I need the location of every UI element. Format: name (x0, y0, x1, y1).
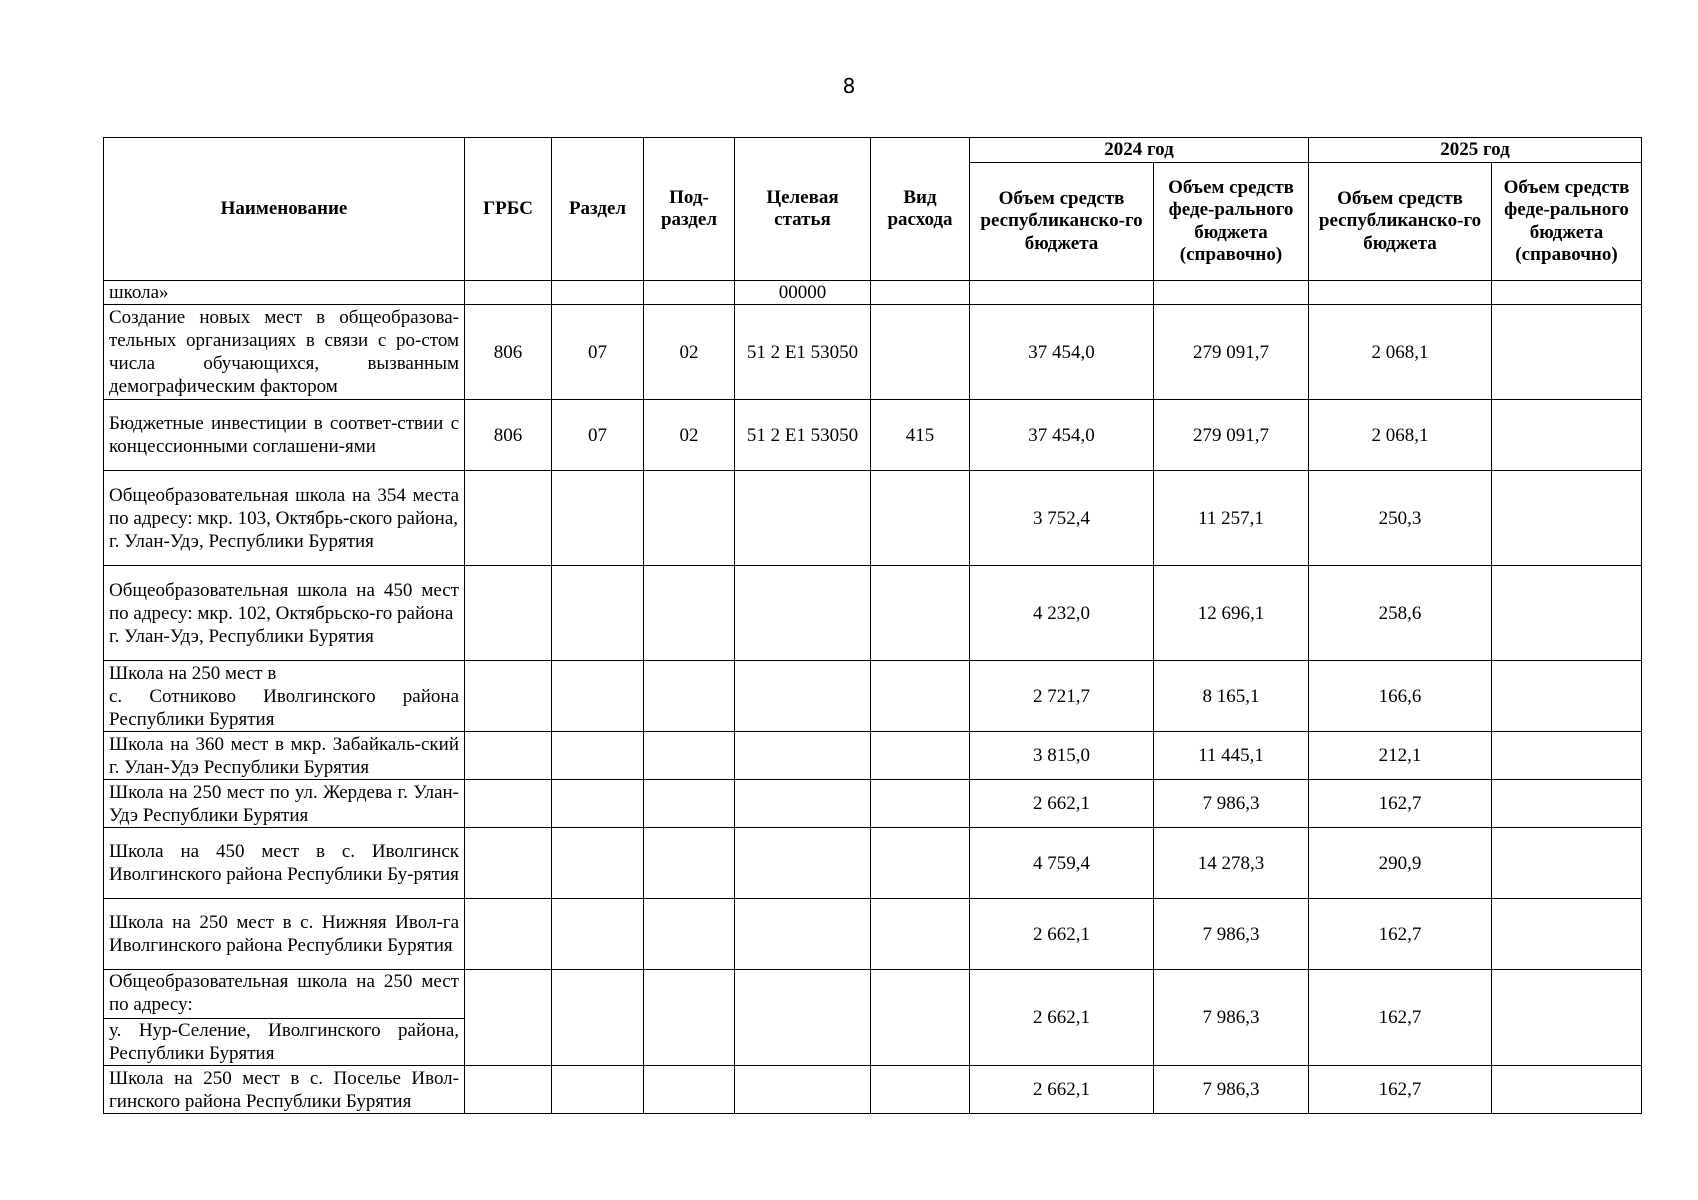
cell-section (552, 970, 644, 1066)
table-row (104, 828, 1642, 899)
cell-expense-type: 415 (871, 400, 970, 471)
row-name-text: Школа на 250 мест в с. Нижняя Ивол-га Иволгинского района Республики Бурятия (109, 912, 459, 956)
cell-republic-2024: 4 759,4 (970, 828, 1154, 899)
cell-expense-type (871, 566, 970, 661)
cell-section (552, 661, 644, 732)
row-name-text: Школа на 250 мест в (109, 662, 277, 684)
cell-subsection (644, 828, 735, 899)
table-row (104, 281, 1642, 305)
cell-federal-2025 (1492, 1066, 1642, 1114)
cell-federal-2024: 11 445,1 (1154, 732, 1309, 780)
cell-name (104, 899, 465, 970)
cell-grbs (465, 780, 552, 828)
cell-expense-type (871, 828, 970, 899)
table-body (104, 281, 1642, 1114)
cell-republic-2024: 3 815,0 (970, 732, 1154, 780)
table-row (104, 661, 1642, 732)
cell-expense-type (871, 305, 970, 400)
cell-subsection: 02 (644, 400, 735, 471)
cell-federal-2024: 12 696,1 (1154, 566, 1309, 661)
cell-republic-2024 (970, 281, 1154, 305)
cell-expense-type (871, 281, 970, 305)
cell-section (552, 1066, 644, 1114)
cell-grbs (465, 1066, 552, 1114)
cell-grbs (465, 970, 552, 1066)
cell-section (552, 732, 644, 780)
cell-federal-2024: 7 986,3 (1154, 899, 1309, 970)
cell-expense-type (871, 471, 970, 566)
cell-federal-2025 (1492, 732, 1642, 780)
cell-grbs (465, 661, 552, 732)
cell-section (552, 828, 644, 899)
cell-section (552, 780, 644, 828)
cell-federal-2024: 14 278,3 (1154, 828, 1309, 899)
table-row (104, 305, 1642, 400)
cell-name (104, 661, 465, 732)
row-name-text: Школа на 450 мест в с. Иволгинск Иволгинского района Республики Бу-рятия (109, 841, 459, 885)
cell-republic-2025: 166,6 (1309, 661, 1492, 732)
row-name-address: г. Улан-Удэ, Республики Бурятия (109, 530, 374, 552)
cell-name (104, 1066, 465, 1114)
cell-target-article: 51 2 E1 53050 (735, 400, 871, 471)
cell-section: 07 (552, 400, 644, 471)
header-federal-budget-2024: Объем средств феде-рального бюджета (справочно) (1154, 163, 1309, 281)
cell-target-article (735, 828, 871, 899)
cell-target-article: 51 2 E1 53050 (735, 305, 871, 400)
cell-federal-2025 (1492, 305, 1642, 400)
cell-republic-2025: 162,7 (1309, 970, 1492, 1066)
cell-federal-2025 (1492, 566, 1642, 661)
cell-expense-type (871, 1066, 970, 1114)
cell-republic-2025 (1309, 281, 1492, 305)
cell-grbs (465, 566, 552, 661)
row-name-text: Создание новых мест в общеобразова-тельных организациях в связи с ро-стом числа обучающихся, вызванным демографическим фактором (109, 307, 459, 397)
cell-name (104, 970, 465, 1066)
cell-subsection (644, 566, 735, 661)
cell-republic-2025: 162,7 (1309, 1066, 1492, 1114)
cell-subsection (644, 732, 735, 780)
cell-republic-2025: 162,7 (1309, 780, 1492, 828)
cell-name (104, 400, 465, 471)
header-grbs: ГРБС (465, 138, 552, 281)
table-row (104, 780, 1642, 828)
row-name-text: Школа на 360 мест в мкр. Забайкаль-ский г. Улан-Удэ Республики Бурятия (109, 733, 459, 778)
cell-subsection (644, 661, 735, 732)
cell-expense-type (871, 661, 970, 732)
table-row (104, 732, 1642, 780)
cell-expense-type (871, 780, 970, 828)
cell-subsection (644, 970, 735, 1066)
cell-name (104, 471, 465, 566)
cell-target-article (735, 566, 871, 661)
header-federal-budget-2025: Объем средств феде-рального бюджета (справочно) (1492, 163, 1642, 281)
cell-section (552, 471, 644, 566)
cell-republic-2025: 2 068,1 (1309, 400, 1492, 471)
cell-republic-2024: 2 662,1 (970, 970, 1154, 1066)
cell-federal-2024: 8 165,1 (1154, 661, 1309, 732)
cell-name (104, 305, 465, 400)
cell-target-article (735, 471, 871, 566)
cell-expense-type (871, 899, 970, 970)
cell-federal-2025 (1492, 780, 1642, 828)
cell-republic-2025: 162,7 (1309, 899, 1492, 970)
cell-republic-2025: 250,3 (1309, 471, 1492, 566)
cell-section (552, 566, 644, 661)
table-row (104, 899, 1642, 970)
row-name-text: Школа на 250 мест по ул. Жердева г. Улан-Удэ Республики Бурятия (109, 781, 459, 826)
cell-federal-2025 (1492, 970, 1642, 1066)
page-number: 8 (842, 74, 856, 98)
row-name-text: Бюджетные инвестиции в соответ-ствии с концессионными соглашени-ями (109, 413, 459, 457)
table-row (104, 471, 1642, 566)
cell-expense-type (871, 970, 970, 1066)
budget-table (103, 137, 1642, 1114)
cell-target-article (735, 1066, 871, 1114)
cell-republic-2024: 2 721,7 (970, 661, 1154, 732)
cell-republic-2024: 37 454,0 (970, 400, 1154, 471)
cell-republic-2025: 258,6 (1309, 566, 1492, 661)
cell-grbs: 806 (465, 305, 552, 400)
cell-name (104, 566, 465, 661)
row-name-address: у. Нур-Селение, Иволгинского района, Республики Бурятия (104, 1018, 465, 1065)
cell-federal-2024: 279 091,7 (1154, 305, 1309, 400)
cell-target-article (735, 732, 871, 780)
header-section: Раздел (552, 138, 644, 281)
cell-grbs (465, 281, 552, 305)
cell-federal-2024: 7 986,3 (1154, 1066, 1309, 1114)
cell-federal-2025 (1492, 828, 1642, 899)
cell-name (104, 281, 465, 305)
row-name-text: Общеобразовательная школа на 250 мест по адресу: (109, 971, 459, 1015)
cell-federal-2025 (1492, 471, 1642, 566)
cell-republic-2024: 37 454,0 (970, 305, 1154, 400)
header-subsection: Под-раздел (644, 138, 735, 281)
row-name-address: с. Сотниково Иволгинского района Республики Бурятия (109, 685, 459, 730)
cell-target-article: 00000 (735, 281, 871, 305)
cell-subsection (644, 1066, 735, 1114)
row-name-text: Общеобразовательная школа на 354 места по адресу: мкр. 103, Октябрь-ского района, (109, 484, 459, 529)
table-row (104, 400, 1642, 471)
cell-section (552, 281, 644, 305)
cell-republic-2024: 2 662,1 (970, 1066, 1154, 1114)
cell-federal-2025 (1492, 661, 1642, 732)
cell-federal-2024 (1154, 281, 1309, 305)
cell-republic-2025: 212,1 (1309, 732, 1492, 780)
row-name-text: Школа на 250 мест в с. Поселье Ивол-гинского района Республики Бурятия (109, 1067, 459, 1112)
row-name-text: Общеобразовательная школа на 450 мест по адресу: мкр. 102, Октябрьско-го района (109, 579, 459, 624)
table-header (104, 138, 1642, 281)
table-row (104, 566, 1642, 661)
cell-federal-2024: 279 091,7 (1154, 400, 1309, 471)
cell-republic-2024: 3 752,4 (970, 471, 1154, 566)
row-name-text: школа» (109, 282, 169, 303)
cell-federal-2025 (1492, 899, 1642, 970)
header-year-2024: 2024 год (970, 138, 1309, 163)
cell-republic-2024: 2 662,1 (970, 899, 1154, 970)
header-republic-budget-2024: Объем средств республиканско-го бюджета (970, 163, 1154, 281)
cell-expense-type (871, 732, 970, 780)
cell-republic-2024: 4 232,0 (970, 566, 1154, 661)
header-year-2025: 2025 год (1309, 138, 1642, 163)
cell-section: 07 (552, 305, 644, 400)
cell-federal-2024: 7 986,3 (1154, 780, 1309, 828)
cell-grbs (465, 899, 552, 970)
cell-grbs (465, 828, 552, 899)
header-name: Наименование (104, 138, 465, 281)
cell-target-article (735, 899, 871, 970)
cell-name (104, 732, 465, 780)
cell-republic-2025: 2 068,1 (1309, 305, 1492, 400)
cell-target-article (735, 661, 871, 732)
cell-name (104, 780, 465, 828)
cell-target-article (735, 970, 871, 1066)
cell-name (104, 828, 465, 899)
cell-federal-2025 (1492, 281, 1642, 305)
cell-target-article (735, 780, 871, 828)
cell-republic-2025: 290,9 (1309, 828, 1492, 899)
cell-subsection (644, 899, 735, 970)
cell-grbs (465, 732, 552, 780)
header-expense-type: Вид расхода (871, 138, 970, 281)
cell-republic-2024: 2 662,1 (970, 780, 1154, 828)
cell-subsection: 02 (644, 305, 735, 400)
header-republic-budget-2025: Объем средств республиканско-го бюджета (1309, 163, 1492, 281)
cell-grbs: 806 (465, 400, 552, 471)
cell-federal-2024: 7 986,3 (1154, 970, 1309, 1066)
cell-subsection (644, 780, 735, 828)
cell-federal-2024: 11 257,1 (1154, 471, 1309, 566)
cell-grbs (465, 471, 552, 566)
cell-federal-2025 (1492, 400, 1642, 471)
header-target-article: Целевая статья (735, 138, 871, 281)
cell-subsection (644, 281, 735, 305)
table-row (104, 1066, 1642, 1114)
cell-subsection (644, 471, 735, 566)
row-name-address: г. Улан-Удэ, Республики Бурятия (109, 625, 374, 647)
table-row (104, 970, 1642, 1066)
cell-section (552, 899, 644, 970)
